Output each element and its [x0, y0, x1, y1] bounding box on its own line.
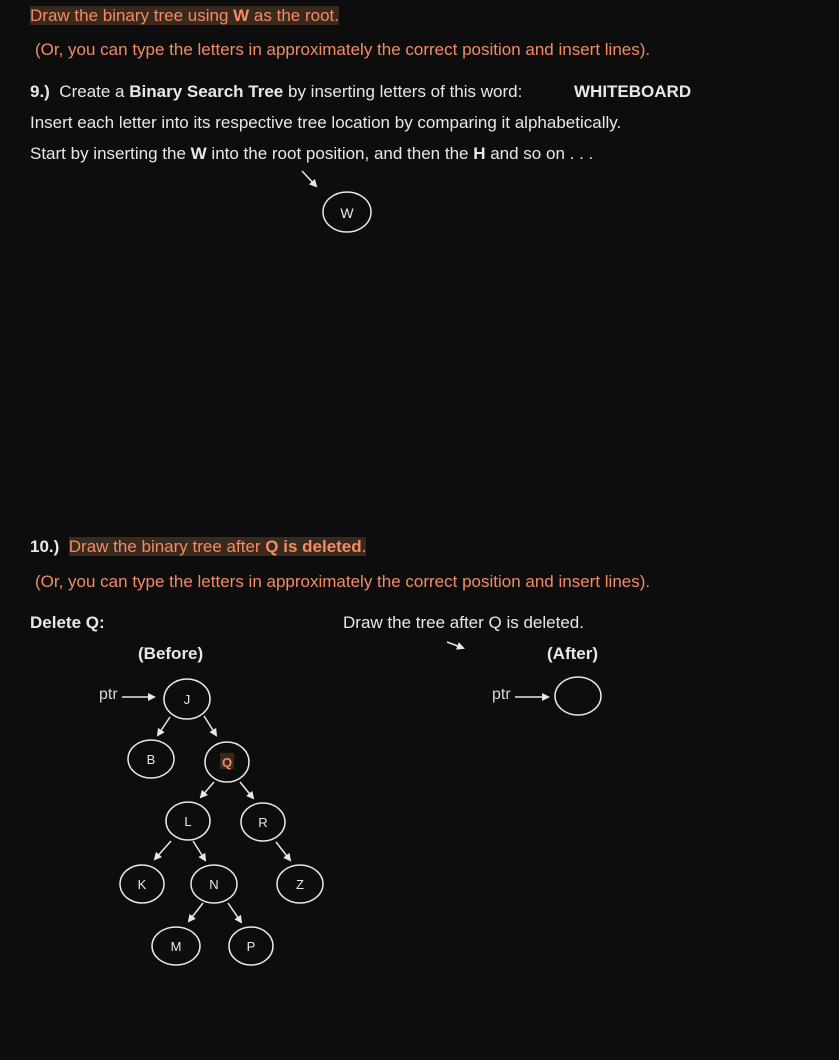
q9-word: WHITEBOARD [574, 82, 692, 101]
q10-line-2: (Or, you can type the letters in approximately the correct position and insert lines). [35, 572, 651, 591]
svg-text:K: K [137, 877, 147, 892]
before-label: (Before) [138, 644, 204, 663]
q9-heading: 9.) Create a Binary Search Tree by inserting letters of this word: [30, 82, 523, 101]
node-b[interactable] [128, 740, 174, 778]
edge-j-q [204, 716, 216, 735]
edge-j-b [158, 717, 170, 735]
edge-l-n [193, 841, 205, 860]
q10-heading: 10.) Draw the binary tree after Q is deleted. [30, 537, 367, 556]
q9-line-3: Start by inserting the W into the root position, and then the H and so on . . . [30, 144, 594, 163]
edge-l-k [155, 841, 171, 859]
after-label: (After) [547, 644, 598, 663]
svg-text:B: B [146, 752, 156, 767]
before-ptr-label: ptr [99, 686, 118, 703]
edge-r-z [276, 842, 290, 860]
node-k[interactable] [120, 865, 164, 903]
svg-text:L: L [184, 814, 192, 829]
node-m[interactable] [152, 927, 200, 965]
svg-text:W: W [340, 205, 354, 221]
node-z[interactable] [277, 865, 323, 903]
svg-text:N: N [209, 877, 219, 892]
svg-text:R: R [258, 815, 268, 830]
svg-text:Q: Q [221, 755, 233, 770]
q9-root-node[interactable] [323, 192, 371, 232]
node-l[interactable] [166, 802, 210, 840]
svg-text:P: P [246, 939, 256, 954]
after-hint-arrow [447, 642, 463, 648]
q9-root-arrow [302, 171, 316, 186]
svg-text:Z: Z [296, 877, 304, 892]
intro-line-1: Draw the binary tree using W as the root. [30, 6, 339, 25]
delete-label: Delete Q: [30, 613, 105, 632]
draw-after-label: Draw the tree after Q is deleted. [343, 613, 584, 632]
node-j[interactable] [164, 679, 210, 719]
svg-text:M: M [170, 939, 182, 954]
edge-n-m [189, 903, 203, 921]
svg-text:J: J [183, 692, 191, 707]
intro-line-2: (Or, you can type the letters in approximately the correct position and insert lines). [35, 40, 651, 59]
edge-q-r [240, 782, 253, 798]
after-ptr-label: ptr [492, 686, 511, 703]
node-q[interactable] [205, 742, 249, 782]
node-n[interactable] [191, 865, 237, 903]
node-p[interactable] [229, 927, 273, 965]
edge-q-l [201, 782, 214, 797]
q9-line-2: Insert each letter into its respective tree location by comparing it alphabetically. [30, 113, 622, 132]
after-root-node[interactable] [555, 677, 601, 715]
edge-n-p [228, 903, 241, 922]
node-r[interactable] [241, 803, 285, 841]
